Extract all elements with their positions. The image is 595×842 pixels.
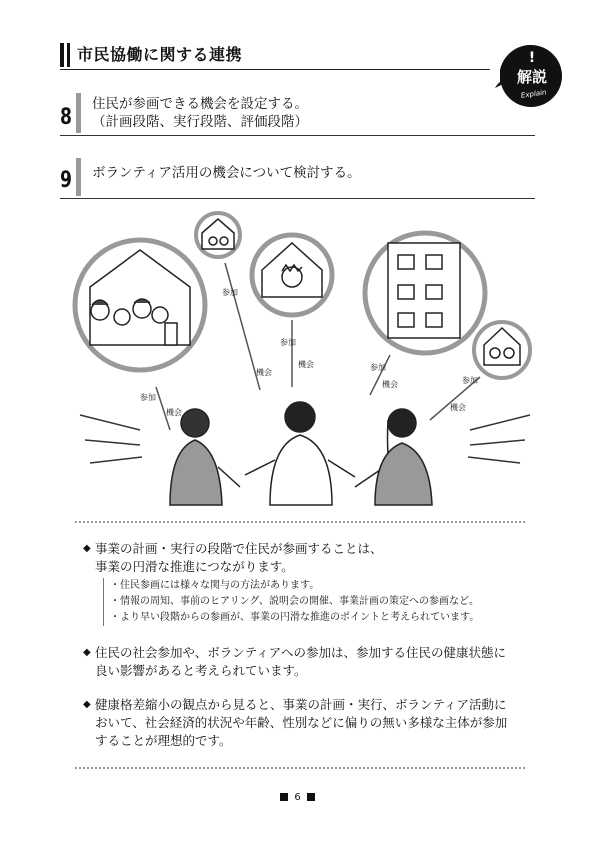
small-house-circle [196,213,240,257]
page-number [0,792,595,803]
arrow-label-opportunity: 機会 [382,380,398,389]
bullet-line: 健康格差縮小の観点から見ると、事業の計画・実行、ボランティア活動に [95,697,507,712]
right-house-circle [474,322,530,378]
diamond-icon: ◆ [83,543,91,554]
item-text [92,95,308,131]
item-number: 8 [60,105,72,130]
square-icon [280,793,288,801]
arrow-label-participate: 参加 [370,363,386,372]
item-number: 9 [60,168,72,193]
diamond-icon: ◆ [83,699,91,710]
arrow-label-participate: 参加 [222,288,238,297]
bullet-line: することが理想的です。 [95,733,232,748]
bullet-line: 事業の円滑な推進につながります。 [95,559,294,574]
arrow-label-participate: 参加 [462,376,478,385]
bullet-item [83,540,523,576]
arrow-label-opportunity: 機会 [298,360,314,369]
arrow-label-participate: 参加 [280,338,296,347]
family-house-circle [75,240,205,370]
item-line: （計画段階、実行段階、評価段階） [92,114,308,130]
item-text [92,164,361,182]
item-8 [60,93,535,137]
badge-mark: ! [528,50,536,66]
badge-sub: Explain [520,88,547,100]
item-rule [60,135,535,136]
badge-label: 解説 [516,68,548,86]
bullet-item [83,644,523,680]
section-header [60,40,540,70]
item-9 [60,158,535,200]
square-icon [307,793,315,801]
item-bar [76,93,81,133]
sub-note: ・住民参画には様々な関与の方法があります。 [110,580,320,591]
title-mark-thin [67,43,70,67]
title-rule [60,69,490,70]
arrow-label-opportunity: 機会 [166,408,182,417]
people-group [170,402,432,505]
sub-notes [103,578,530,626]
title-mark [60,43,64,67]
item-bar [76,158,81,196]
middle-house-circle [252,235,332,315]
apartment-circle [365,233,485,353]
item-line: ボランティア活用の機会について検討する。 [92,165,361,181]
bullet-line: 良い影響があると考えられています。 [95,663,307,678]
diamond-icon: ◆ [83,647,91,658]
bullet-line: 事業の計画・実行の段階で住民が参画することは、 [95,541,383,556]
item-rule [60,198,535,199]
bullet-line: 住民の社会参加や、ボランティアへの参加は、参加する住民の健康状態に [95,645,507,660]
sub-note: ・より早い段階からの参画が、事業の円滑な推進のポイントと考えられています。 [110,612,480,623]
arrow-label-opportunity: 機会 [450,403,466,412]
page-number-text: 6 [294,792,301,803]
arrow-label-participate: 参加 [140,393,156,402]
page-title: 市民協働に関する連携 [77,45,243,64]
dotted-separator [75,521,525,523]
dotted-separator [75,767,525,769]
item-line: 住民が参画できる機会を設定する。 [92,96,308,112]
participation-illustration [70,205,540,515]
bullet-item [83,696,523,750]
arrow-label-opportunity: 機会 [256,368,272,377]
sub-note: ・情報の周知、事前のヒアリング、説明会の開催、事業計画の策定への参画など。 [110,596,479,607]
bullet-line: おいて、社会経済的状況や年齢、性別などに偏りの無い多様な主体が参加 [95,715,508,730]
